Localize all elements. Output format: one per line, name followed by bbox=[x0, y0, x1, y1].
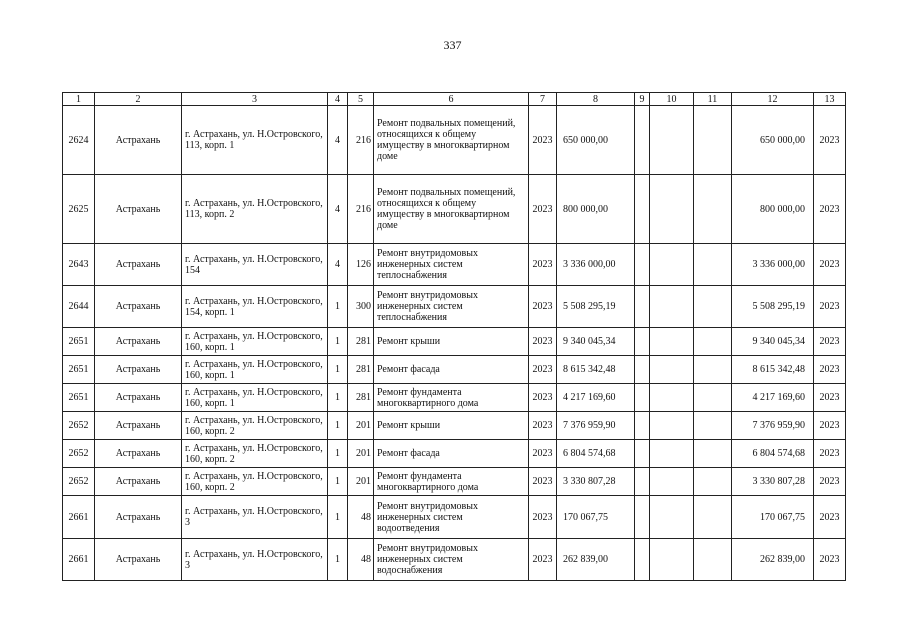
table-row bbox=[63, 106, 846, 175]
column-header: 13 bbox=[814, 93, 846, 106]
municipality-cell: Астрахань bbox=[95, 440, 182, 468]
municipality-cell: Астрахань bbox=[95, 384, 182, 412]
table-row bbox=[63, 328, 846, 356]
object-id-cell: 2651 bbox=[63, 384, 95, 412]
total-cell: 7 376 959,90 bbox=[732, 412, 814, 440]
col10-cell bbox=[650, 412, 694, 440]
completion-year-cell: 2023 bbox=[814, 244, 846, 286]
col11-cell bbox=[694, 412, 732, 440]
object-id-cell: 2651 bbox=[63, 328, 95, 356]
cost-cell: 800 000,00 bbox=[557, 175, 635, 244]
work-type-cell: Ремонт фундамента многоквартирного дома bbox=[374, 384, 529, 412]
work-type-cell: Ремонт внутридомовых инженерных систем теплоснабжения bbox=[374, 244, 529, 286]
col9-cell bbox=[635, 356, 650, 384]
column-header: 6 bbox=[374, 93, 529, 106]
col11-cell bbox=[694, 328, 732, 356]
work-type-cell: Ремонт крыши bbox=[374, 412, 529, 440]
table-row bbox=[63, 356, 846, 384]
address-cell: г. Астрахань, ул. Н.Островского, 160, корп. 2 bbox=[182, 440, 328, 468]
year-cell: 2023 bbox=[529, 539, 557, 581]
col4-cell: 1 bbox=[328, 412, 348, 440]
year-cell: 2023 bbox=[529, 244, 557, 286]
address-cell: г. Астрахань, ул. Н.Островского, 160, корп. 2 bbox=[182, 468, 328, 496]
object-id-cell: 2661 bbox=[63, 539, 95, 581]
col11-cell bbox=[694, 286, 732, 328]
completion-year-cell: 2023 bbox=[814, 328, 846, 356]
header-row bbox=[63, 93, 846, 106]
col11-cell bbox=[694, 106, 732, 175]
object-id-cell: 2625 bbox=[63, 175, 95, 244]
work-type-cell: Ремонт фундамента многоквартирного дома bbox=[374, 468, 529, 496]
col10-cell bbox=[650, 328, 694, 356]
cost-cell: 8 615 342,48 bbox=[557, 356, 635, 384]
col5-cell: 281 bbox=[348, 328, 374, 356]
col5-cell: 281 bbox=[348, 356, 374, 384]
col4-cell: 4 bbox=[328, 244, 348, 286]
total-cell: 3 330 807,28 bbox=[732, 468, 814, 496]
work-type-cell: Ремонт крыши bbox=[374, 328, 529, 356]
table-row bbox=[63, 412, 846, 440]
municipality-cell: Астрахань bbox=[95, 539, 182, 581]
municipality-cell: Астрахань bbox=[95, 175, 182, 244]
cost-cell: 6 804 574,68 bbox=[557, 440, 635, 468]
col9-cell bbox=[635, 496, 650, 539]
col10-cell bbox=[650, 175, 694, 244]
total-cell: 650 000,00 bbox=[732, 106, 814, 175]
col10-cell bbox=[650, 539, 694, 581]
address-cell: г. Астрахань, ул. Н.Островского, 3 bbox=[182, 496, 328, 539]
completion-year-cell: 2023 bbox=[814, 286, 846, 328]
completion-year-cell: 2023 bbox=[814, 539, 846, 581]
address-cell: г. Астрахань, ул. Н.Островского, 3 bbox=[182, 539, 328, 581]
col11-cell bbox=[694, 384, 732, 412]
total-cell: 262 839,00 bbox=[732, 539, 814, 581]
col11-cell bbox=[694, 356, 732, 384]
total-cell: 170 067,75 bbox=[732, 496, 814, 539]
col4-cell: 1 bbox=[328, 539, 348, 581]
year-cell: 2023 bbox=[529, 440, 557, 468]
work-type-cell: Ремонт внутридомовых инженерных систем водоснабжения bbox=[374, 539, 529, 581]
col10-cell bbox=[650, 356, 694, 384]
work-type-cell: Ремонт внутридомовых инженерных систем водоотведения bbox=[374, 496, 529, 539]
cost-cell: 7 376 959,90 bbox=[557, 412, 635, 440]
col10-cell bbox=[650, 106, 694, 175]
col11-cell bbox=[694, 244, 732, 286]
municipality-cell: Астрахань bbox=[95, 106, 182, 175]
col9-cell bbox=[635, 244, 650, 286]
table-row bbox=[63, 440, 846, 468]
col11-cell bbox=[694, 496, 732, 539]
col11-cell bbox=[694, 539, 732, 581]
completion-year-cell: 2023 bbox=[814, 468, 846, 496]
column-header: 8 bbox=[557, 93, 635, 106]
table-row bbox=[63, 468, 846, 496]
address-cell: г. Астрахань, ул. Н.Островского, 154 bbox=[182, 244, 328, 286]
column-header: 3 bbox=[182, 93, 328, 106]
col4-cell: 1 bbox=[328, 384, 348, 412]
table-row bbox=[63, 244, 846, 286]
col10-cell bbox=[650, 440, 694, 468]
year-cell: 2023 bbox=[529, 328, 557, 356]
completion-year-cell: 2023 bbox=[814, 440, 846, 468]
object-id-cell: 2643 bbox=[63, 244, 95, 286]
col5-cell: 201 bbox=[348, 440, 374, 468]
col5-cell: 201 bbox=[348, 412, 374, 440]
total-cell: 5 508 295,19 bbox=[732, 286, 814, 328]
municipality-cell: Астрахань bbox=[95, 356, 182, 384]
object-id-cell: 2652 bbox=[63, 468, 95, 496]
col10-cell bbox=[650, 286, 694, 328]
col11-cell bbox=[694, 440, 732, 468]
cost-cell: 9 340 045,34 bbox=[557, 328, 635, 356]
col5-cell: 216 bbox=[348, 106, 374, 175]
municipality-cell: Астрахань bbox=[95, 244, 182, 286]
address-cell: г. Астрахань, ул. Н.Островского, 113, корп. 2 bbox=[182, 175, 328, 244]
completion-year-cell: 2023 bbox=[814, 175, 846, 244]
year-cell: 2023 bbox=[529, 106, 557, 175]
total-cell: 800 000,00 bbox=[732, 175, 814, 244]
year-cell: 2023 bbox=[529, 496, 557, 539]
address-cell: г. Астрахань, ул. Н.Островского, 160, корп. 1 bbox=[182, 328, 328, 356]
column-header: 1 bbox=[63, 93, 95, 106]
municipality-cell: Астрахань bbox=[95, 412, 182, 440]
capital-repair-table bbox=[62, 92, 846, 581]
cost-cell: 4 217 169,60 bbox=[557, 384, 635, 412]
object-id-cell: 2652 bbox=[63, 440, 95, 468]
col10-cell bbox=[650, 468, 694, 496]
completion-year-cell: 2023 bbox=[814, 106, 846, 175]
year-cell: 2023 bbox=[529, 175, 557, 244]
column-header: 4 bbox=[328, 93, 348, 106]
year-cell: 2023 bbox=[529, 286, 557, 328]
cost-cell: 3 336 000,00 bbox=[557, 244, 635, 286]
work-type-cell: Ремонт фасада bbox=[374, 440, 529, 468]
municipality-cell: Астрахань bbox=[95, 328, 182, 356]
completion-year-cell: 2023 bbox=[814, 412, 846, 440]
col9-cell bbox=[635, 440, 650, 468]
col4-cell: 1 bbox=[328, 440, 348, 468]
col10-cell bbox=[650, 496, 694, 539]
address-cell: г. Астрахань, ул. Н.Островского, 113, корп. 1 bbox=[182, 106, 328, 175]
col4-cell: 4 bbox=[328, 175, 348, 244]
col9-cell bbox=[635, 412, 650, 440]
table-body bbox=[63, 106, 846, 581]
col4-cell: 1 bbox=[328, 468, 348, 496]
column-header: 5 bbox=[348, 93, 374, 106]
column-header: 2 bbox=[95, 93, 182, 106]
col10-cell bbox=[650, 244, 694, 286]
column-header: 12 bbox=[732, 93, 814, 106]
year-cell: 2023 bbox=[529, 412, 557, 440]
table-row bbox=[63, 286, 846, 328]
cost-cell: 262 839,00 bbox=[557, 539, 635, 581]
work-type-cell: Ремонт подвальных помещений, относящихся к общему имуществу в многоквартирном доме bbox=[374, 175, 529, 244]
col4-cell: 4 bbox=[328, 106, 348, 175]
object-id-cell: 2651 bbox=[63, 356, 95, 384]
cost-cell: 170 067,75 bbox=[557, 496, 635, 539]
table-row bbox=[63, 496, 846, 539]
total-cell: 4 217 169,60 bbox=[732, 384, 814, 412]
col9-cell bbox=[635, 328, 650, 356]
col4-cell: 1 bbox=[328, 286, 348, 328]
col9-cell bbox=[635, 106, 650, 175]
municipality-cell: Астрахань bbox=[95, 496, 182, 539]
year-cell: 2023 bbox=[529, 356, 557, 384]
cost-cell: 5 508 295,19 bbox=[557, 286, 635, 328]
total-cell: 8 615 342,48 bbox=[732, 356, 814, 384]
col5-cell: 48 bbox=[348, 539, 374, 581]
table-row bbox=[63, 175, 846, 244]
address-cell: г. Астрахань, ул. Н.Островского, 160, корп. 1 bbox=[182, 384, 328, 412]
col5-cell: 300 bbox=[348, 286, 374, 328]
address-cell: г. Астрахань, ул. Н.Островского, 160, корп. 2 bbox=[182, 412, 328, 440]
col5-cell: 216 bbox=[348, 175, 374, 244]
work-type-cell: Ремонт фасада bbox=[374, 356, 529, 384]
col4-cell: 1 bbox=[328, 496, 348, 539]
column-header: 7 bbox=[529, 93, 557, 106]
col9-cell bbox=[635, 468, 650, 496]
col5-cell: 281 bbox=[348, 384, 374, 412]
year-cell: 2023 bbox=[529, 384, 557, 412]
col5-cell: 48 bbox=[348, 496, 374, 539]
work-type-cell: Ремонт подвальных помещений, относящихся к общему имуществу в многоквартирном доме bbox=[374, 106, 529, 175]
table-row bbox=[63, 539, 846, 581]
municipality-cell: Астрахань bbox=[95, 286, 182, 328]
col9-cell bbox=[635, 286, 650, 328]
column-header: 9 bbox=[635, 93, 650, 106]
object-id-cell: 2652 bbox=[63, 412, 95, 440]
total-cell: 3 336 000,00 bbox=[732, 244, 814, 286]
total-cell: 9 340 045,34 bbox=[732, 328, 814, 356]
col9-cell bbox=[635, 175, 650, 244]
page-number: 337 bbox=[443, 38, 462, 52]
cost-cell: 650 000,00 bbox=[557, 106, 635, 175]
col11-cell bbox=[694, 175, 732, 244]
object-id-cell: 2661 bbox=[63, 496, 95, 539]
table-row bbox=[63, 384, 846, 412]
completion-year-cell: 2023 bbox=[814, 384, 846, 412]
column-header: 10 bbox=[650, 93, 694, 106]
col10-cell bbox=[650, 384, 694, 412]
completion-year-cell: 2023 bbox=[814, 496, 846, 539]
object-id-cell: 2624 bbox=[63, 106, 95, 175]
cost-cell: 3 330 807,28 bbox=[557, 468, 635, 496]
address-cell: г. Астрахань, ул. Н.Островского, 160, корп. 1 bbox=[182, 356, 328, 384]
year-cell: 2023 bbox=[529, 468, 557, 496]
municipality-cell: Астрахань bbox=[95, 468, 182, 496]
work-type-cell: Ремонт внутридомовых инженерных систем теплоснабжения bbox=[374, 286, 529, 328]
address-cell: г. Астрахань, ул. Н.Островского, 154, корп. 1 bbox=[182, 286, 328, 328]
completion-year-cell: 2023 bbox=[814, 356, 846, 384]
col9-cell bbox=[635, 539, 650, 581]
column-header: 11 bbox=[694, 93, 732, 106]
col5-cell: 126 bbox=[348, 244, 374, 286]
col5-cell: 201 bbox=[348, 468, 374, 496]
col4-cell: 1 bbox=[328, 328, 348, 356]
col9-cell bbox=[635, 384, 650, 412]
total-cell: 6 804 574,68 bbox=[732, 440, 814, 468]
col11-cell bbox=[694, 468, 732, 496]
object-id-cell: 2644 bbox=[63, 286, 95, 328]
col4-cell: 1 bbox=[328, 356, 348, 384]
